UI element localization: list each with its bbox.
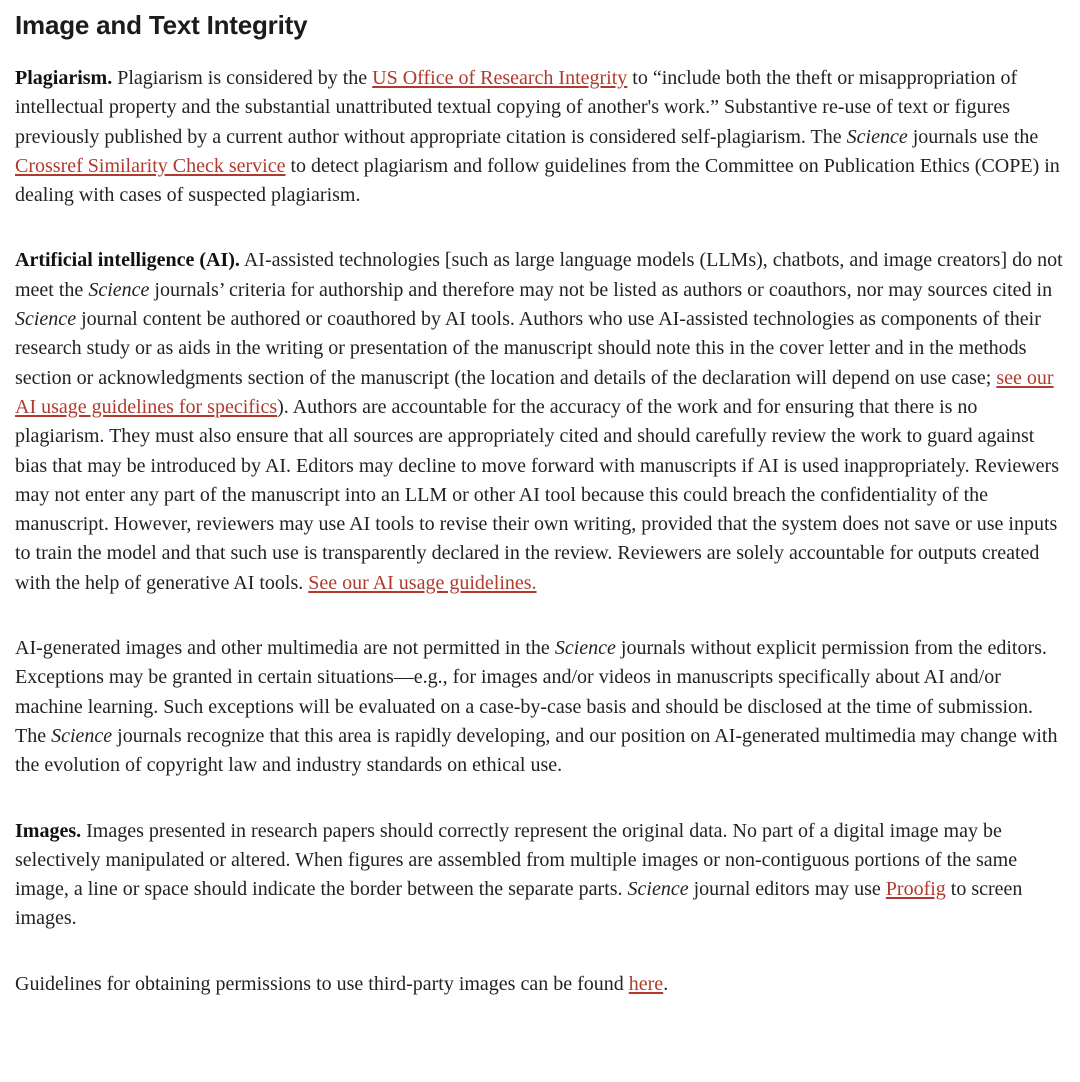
ai-text-2: journals’ criteria for authorship and therefore may not be listed as authors or coauthors, nor may sources cited in — [149, 278, 1053, 301]
plagiarism-text-2: to “include both the theft or misappropriation of intellectual property and the substantial unattributed textual copying of another's work.” Substantive re-use of text or figures previously published by a current author without appropriate citation is considered self-plagiarism. The — [15, 67, 1018, 148]
here-link[interactable]: here — [628, 972, 664, 995]
plagiarism-paragraph — [15, 64, 1066, 210]
plagiarism-text-1: Plagiarism is considered by the — [112, 67, 373, 89]
multimedia-text-1: AI-generated images and other multimedia are not permitted in the — [15, 637, 555, 660]
plagiarism-heading: Plagiarism. — [15, 67, 113, 89]
permissions-paragraph — [15, 970, 1066, 999]
multimedia-text-2: journals without explicit permission from the editors. Exceptions may be granted in certain situations—e.g., for images and/or videos in manuscripts specifically about AI and/or machine learning. Such exceptions will be evaluated on a case-by-case basis and should be disclosed at the time of submission. The — [15, 637, 1047, 747]
ai-heading: Artificial intelligence (AI). — [15, 249, 240, 272]
ai-text-3: journal content be authored or coauthored by AI tools. Authors who use AI-assisted technologies as components of their research study or as aids in the writing or presentation of the manuscript should note this in the cover letter and in the methods section or acknowledgments section of the manuscript (the location and details of the declaration will depend on use case; — [15, 308, 1041, 389]
proofig-link[interactable]: Proofig — [885, 878, 946, 901]
science-italic: Science — [88, 278, 150, 301]
science-italic: Science — [846, 125, 908, 148]
ai-text-1: AI-assisted technologies [such as large language models (LLMs), chatbots, and image creators] do not meet the — [15, 249, 1063, 301]
permissions-text-2: . — [663, 972, 669, 995]
plagiarism-text-4: to detect plagiarism and follow guidelines from the Committee on Publication Ethics (COPE) in dealing with cases of suspected plagiarism. — [15, 154, 1060, 207]
images-text-3: to screen images. — [15, 878, 1023, 930]
permissions-text-1: Guidelines for obtaining permissions to use third-party images can be found — [15, 972, 629, 995]
multimedia-text-3: journals recognize that this area is rapidly developing, and our position on AI-generated multimedia may change with the evolution of copyright law and industry standards on ethical use. — [15, 724, 1058, 777]
science-italic: Science — [51, 724, 113, 747]
ori-link[interactable]: US Office of Research Integrity — [372, 67, 628, 89]
science-italic: Science — [554, 637, 616, 660]
images-text-1: Images presented in research papers should correctly represent the original data. No part of a digital image may be selectively manipulated or altered. When figures are assembled from multiple images or non-contiguous portions of the same image, a line or space should indicate the border between the separate parts. — [15, 819, 1018, 901]
page-title: Image and Text Integrity — [15, 10, 308, 40]
ai-guidelines-specifics-link[interactable]: see our AI usage guidelines for specifics — [15, 366, 1054, 418]
ai-guidelines-link[interactable]: See our AI usage guidelines. — [308, 571, 537, 594]
ai-text-4: ). Authors are accountable for the accuracy of the work and for ensuring that there is no plagiarism. They must also ensure that all sources are appropriately cited and should carefully review the work to guard against bias that may be introduced by AI. Editors may decline to move forward with manuscripts if AI is used inappropriately. Reviewers may not enter any part of the manuscript into an LLM or other AI tool because this could breach the confidentiality of the manuscript. However, reviewers may use AI tools to revise their own writing, provided that the system does not save or use inputs to train the model and that such use is transparently declared in the review. Reviewers are solely accountable for outputs created with the help of generative AI tools. — [15, 395, 1060, 594]
science-italic: Science — [15, 308, 77, 331]
ai-paragraph — [15, 246, 1066, 598]
crossref-link[interactable]: Crossref Similarity Check service — [15, 154, 286, 177]
plagiarism-text-3: journals use the — [907, 125, 1039, 148]
images-heading: Images. — [15, 819, 82, 842]
images-text-2: journal editors may use — [688, 878, 886, 901]
multimedia-paragraph — [15, 634, 1066, 780]
images-paragraph — [15, 817, 1066, 934]
science-italic: Science — [627, 878, 689, 901]
